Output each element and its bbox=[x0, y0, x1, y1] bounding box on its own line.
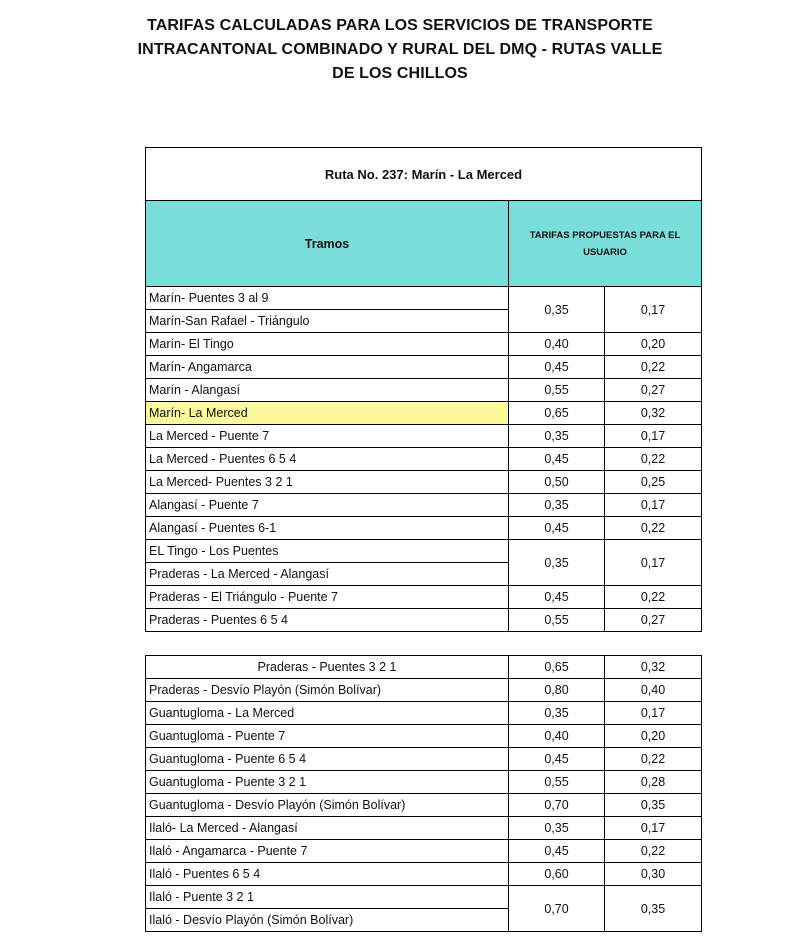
tarifa-value-2: 0,27 bbox=[605, 379, 702, 402]
table-row bbox=[146, 771, 702, 794]
tarifa-value-1: 0,45 bbox=[509, 840, 605, 863]
tramo-name: EL Tingo - Los Puentes bbox=[146, 540, 509, 563]
tarifa-value-1: 0,65 bbox=[509, 402, 605, 425]
tarifa-value-1: 0,45 bbox=[509, 517, 605, 540]
tramo-name: Praderas - Puentes 3 2 1 bbox=[146, 656, 509, 679]
tarifa-value-2: 0,17 bbox=[605, 494, 702, 517]
tarifa-value-2: 0,17 bbox=[605, 540, 702, 586]
tarifa-value-1: 0,55 bbox=[509, 379, 605, 402]
tarifa-value-1: 0,50 bbox=[509, 471, 605, 494]
tarifa-value-1: 0,35 bbox=[509, 425, 605, 448]
tarifa-value-2: 0,20 bbox=[605, 333, 702, 356]
tramo-name: Marín- Puentes 3 al 9 bbox=[146, 287, 509, 310]
table-row bbox=[146, 609, 702, 632]
tramo-name: Praderas - El Triángulo - Puente 7 bbox=[146, 586, 509, 609]
table-row bbox=[146, 863, 702, 886]
tarifa-value-2: 0,22 bbox=[605, 356, 702, 379]
tarifa-value-2: 0,35 bbox=[605, 886, 702, 932]
tarifa-value-1: 0,70 bbox=[509, 794, 605, 817]
tarifa-value-2: 0,28 bbox=[605, 771, 702, 794]
tarifa-value-2: 0,17 bbox=[605, 817, 702, 840]
tarifa-value-1: 0,60 bbox=[509, 863, 605, 886]
tarifa-value-1: 0,65 bbox=[509, 656, 605, 679]
title-line: DE LOS CHILLOS bbox=[332, 65, 468, 82]
tarifa-value-1: 0,45 bbox=[509, 356, 605, 379]
tarifa-value-2: 0,17 bbox=[605, 702, 702, 725]
tarifa-value-2: 0,22 bbox=[605, 448, 702, 471]
tarifa-value-2: 0,17 bbox=[605, 425, 702, 448]
table-row bbox=[146, 679, 702, 702]
title-line: INTRACANTONAL COMBINADO Y RURAL DEL DMQ - RUTAS VALLE bbox=[137, 41, 663, 58]
tarifa-value-2: 0,22 bbox=[605, 586, 702, 609]
tarifa-value-2: 0,32 bbox=[605, 402, 702, 425]
tramo-name: Ilaló - Puentes 6 5 4 bbox=[146, 863, 509, 886]
table-row bbox=[146, 817, 702, 840]
tarifa-value-1: 0,40 bbox=[509, 333, 605, 356]
table-row bbox=[146, 748, 702, 771]
tramo-name: Praderas - Puentes 6 5 4 bbox=[146, 609, 509, 632]
tarifa-value-2: 0,32 bbox=[605, 656, 702, 679]
tarifa-value-1: 0,40 bbox=[509, 725, 605, 748]
tramo-name: La Merced - Puente 7 bbox=[146, 425, 509, 448]
table-row bbox=[146, 517, 702, 540]
tarifa-value-1: 0,35 bbox=[509, 540, 605, 586]
table-row bbox=[146, 656, 702, 679]
tramo-name: Guantugloma - Puente 6 5 4 bbox=[146, 748, 509, 771]
tarifa-value-1: 0,35 bbox=[509, 817, 605, 840]
tramo-name: Guantugloma - Puente 7 bbox=[146, 725, 509, 748]
table-row bbox=[146, 586, 702, 609]
table-row bbox=[146, 379, 702, 402]
title-line: TARIFAS CALCULADAS PARA LOS SERVICIOS DE TRANSPORTE bbox=[147, 17, 653, 34]
tramo-name: Praderas - Desvío Playón (Simón Bolívar) bbox=[146, 679, 509, 702]
tarifa-value-2: 0,17 bbox=[605, 287, 702, 333]
tramo-name: Guantugloma - Puente 3 2 1 bbox=[146, 771, 509, 794]
table-row bbox=[146, 333, 702, 356]
tarifa-value-1: 0,80 bbox=[509, 679, 605, 702]
tramo-name: Marín-San Rafael - Triángulo bbox=[146, 310, 509, 333]
tarifa-value-2: 0,25 bbox=[605, 471, 702, 494]
tramo-name: Ilaló - Desvío Playón (Simón Bolívar) bbox=[146, 909, 509, 932]
tramo-name: Marín- Angamarca bbox=[146, 356, 509, 379]
tramo-name: Guantugloma - Desvío Playón (Simón Bolívar) bbox=[146, 794, 509, 817]
table-row bbox=[146, 702, 702, 725]
tramo-name: Ilaló - Puente 3 2 1 bbox=[146, 886, 509, 909]
table-row bbox=[146, 840, 702, 863]
tramo-name: Marín- La Merced bbox=[146, 402, 509, 425]
tarifa-value-1: 0,35 bbox=[509, 702, 605, 725]
column-header-tramos: Tramos bbox=[146, 201, 509, 287]
tarifa-value-1: 0,35 bbox=[509, 494, 605, 517]
tramo-name: Alangasí - Puentes 6-1 bbox=[146, 517, 509, 540]
tramo-name: Guantugloma - La Merced bbox=[146, 702, 509, 725]
fare-table-bottom bbox=[145, 655, 702, 932]
tarifa-value-1: 0,70 bbox=[509, 886, 605, 932]
table-row bbox=[146, 494, 702, 517]
table-row bbox=[146, 356, 702, 379]
tramo-name: La Merced - Puentes 6 5 4 bbox=[146, 448, 509, 471]
tarifa-value-2: 0,22 bbox=[605, 748, 702, 771]
tramo-name: Marín- El Tingo bbox=[146, 333, 509, 356]
fare-table-top bbox=[145, 147, 702, 632]
tramo-name: Ilaló - Angamarca - Puente 7 bbox=[146, 840, 509, 863]
tarifa-value-2: 0,40 bbox=[605, 679, 702, 702]
table-row bbox=[146, 540, 702, 563]
tarifa-value-1: 0,55 bbox=[509, 771, 605, 794]
tarifa-value-2: 0,22 bbox=[605, 517, 702, 540]
document-title bbox=[100, 14, 700, 86]
table-row bbox=[146, 725, 702, 748]
table-row bbox=[146, 794, 702, 817]
tarifa-value-1: 0,55 bbox=[509, 609, 605, 632]
tramo-name: Praderas - La Merced - Alangasí bbox=[146, 563, 509, 586]
table-row bbox=[146, 886, 702, 909]
tarifa-value-2: 0,22 bbox=[605, 840, 702, 863]
tarifa-value-1: 0,45 bbox=[509, 448, 605, 471]
tramo-name: Ilaló- La Merced - Alangasí bbox=[146, 817, 509, 840]
tarifa-value-2: 0,35 bbox=[605, 794, 702, 817]
table-row bbox=[146, 402, 702, 425]
tarifa-value-2: 0,30 bbox=[605, 863, 702, 886]
route-title: Ruta No. 237: Marín - La Merced bbox=[146, 148, 702, 201]
tarifa-value-1: 0,45 bbox=[509, 748, 605, 771]
tarifa-value-1: 0,35 bbox=[509, 287, 605, 333]
table-row bbox=[146, 287, 702, 310]
column-header-tarifas: TARIFAS PROPUESTAS PARA EL USUARIO bbox=[509, 201, 702, 287]
table-row bbox=[146, 448, 702, 471]
tarifa-value-2: 0,20 bbox=[605, 725, 702, 748]
tarifa-value-1: 0,45 bbox=[509, 586, 605, 609]
table-row bbox=[146, 425, 702, 448]
tarifa-value-2: 0,27 bbox=[605, 609, 702, 632]
tramo-name: Alangasí - Puente 7 bbox=[146, 494, 509, 517]
tramo-name: Marín - Alangasí bbox=[146, 379, 509, 402]
table-row bbox=[146, 471, 702, 494]
tramo-name: La Merced- Puentes 3 2 1 bbox=[146, 471, 509, 494]
